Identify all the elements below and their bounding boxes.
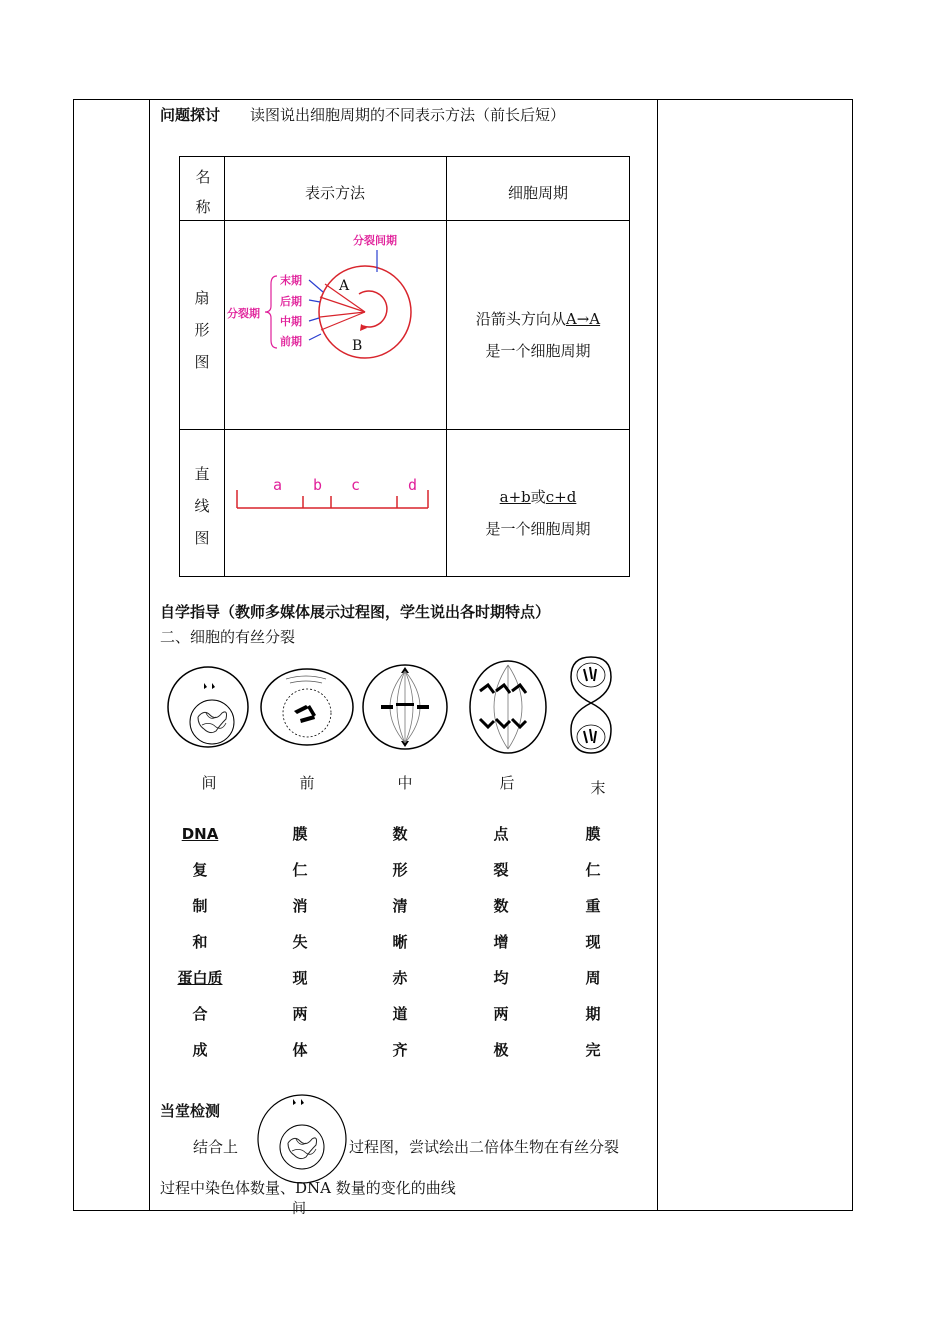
interphase-label: 分裂间期 [353, 234, 397, 247]
section-heading-check: 当堂检测 [160, 1102, 221, 1120]
cell-anaphase [470, 661, 546, 753]
check-text-suffix: 过程图，尝试绘出二倍体生物在有丝分裂 [349, 1138, 620, 1156]
stage-label-telophase: 末 [590, 779, 606, 797]
header-name: 名称 [195, 168, 211, 216]
phase-label-telophase: 末期 [280, 274, 302, 287]
segment-label-d: d [408, 476, 418, 494]
cell-telophase [571, 657, 611, 753]
segment-label-a: a [273, 476, 283, 494]
features-metaphase: 数 形 清 晰 赤 道 齐 [392, 825, 408, 1059]
line-cycle-description: a+b或c+d 是一个细胞周期 [485, 488, 591, 538]
point-b-label: B [352, 338, 363, 354]
mitosis-subtitle: 二、细胞的有丝分裂 [160, 628, 296, 646]
features-interphase: DNA 复 制 和 蛋白质 合 成 [177, 825, 223, 1059]
check-text-line2: 过程中染色体数量、DNA 数量的变化的曲线 [160, 1179, 456, 1197]
table-row-divider [179, 429, 630, 430]
features-telophase: 膜 仁 重 现 周 期 完 [585, 825, 601, 1059]
check-text-prefix: 结合上 [193, 1138, 239, 1156]
mitosis-stage-illustrations [160, 655, 640, 755]
point-a-label: A [339, 278, 350, 294]
line-cycle-diagram [225, 470, 445, 520]
stage-label-prophase: 前 [299, 774, 315, 792]
pie-cycle-diagram [225, 222, 445, 427]
cell-interphase [168, 667, 248, 747]
cell-prophase [261, 669, 353, 745]
column-divider-right [657, 99, 658, 1211]
division-label: 分裂期 [227, 307, 260, 320]
cell-interphase-small [256, 1089, 348, 1185]
discussion-question: 读图说出细胞周期的不同表示方法（前长后短） [250, 106, 566, 124]
table-row-divider [179, 220, 630, 221]
stage-label-anaphase: 后 [499, 774, 515, 792]
header-cycle: 细胞周期 [507, 184, 568, 202]
section-heading-discussion: 问题探讨 [160, 106, 221, 124]
cell-metaphase [363, 665, 447, 749]
phase-label-prophase: 前期 [280, 335, 302, 348]
features-anaphase: 点 裂 数 增 均 两 极 [493, 825, 509, 1059]
stage-label-interphase: 间 [201, 774, 217, 792]
stage-label-metaphase: 中 [397, 774, 413, 792]
row-name-pie: 扇 形 图 [194, 289, 210, 371]
header-method: 表示方法 [304, 184, 365, 202]
segment-label-b: b [313, 476, 323, 494]
phase-label-metaphase: 中期 [280, 315, 302, 328]
phase-label-anaphase: 后期 [280, 295, 302, 308]
column-divider-left [149, 99, 150, 1211]
segment-label-c: c [351, 476, 361, 494]
cell-label-interphase: 间 [292, 1201, 306, 1217]
row-name-line: 直 线 图 [194, 465, 210, 547]
features-prophase: 膜 仁 消 失 现 两 体 [292, 825, 308, 1059]
section-heading-self-study: 自学指导（教师多媒体展示过程图，学生说出各时期特点） [160, 603, 551, 621]
pie-cycle-description: 沿箭头方向从A→A 是一个细胞周期 [475, 310, 601, 360]
